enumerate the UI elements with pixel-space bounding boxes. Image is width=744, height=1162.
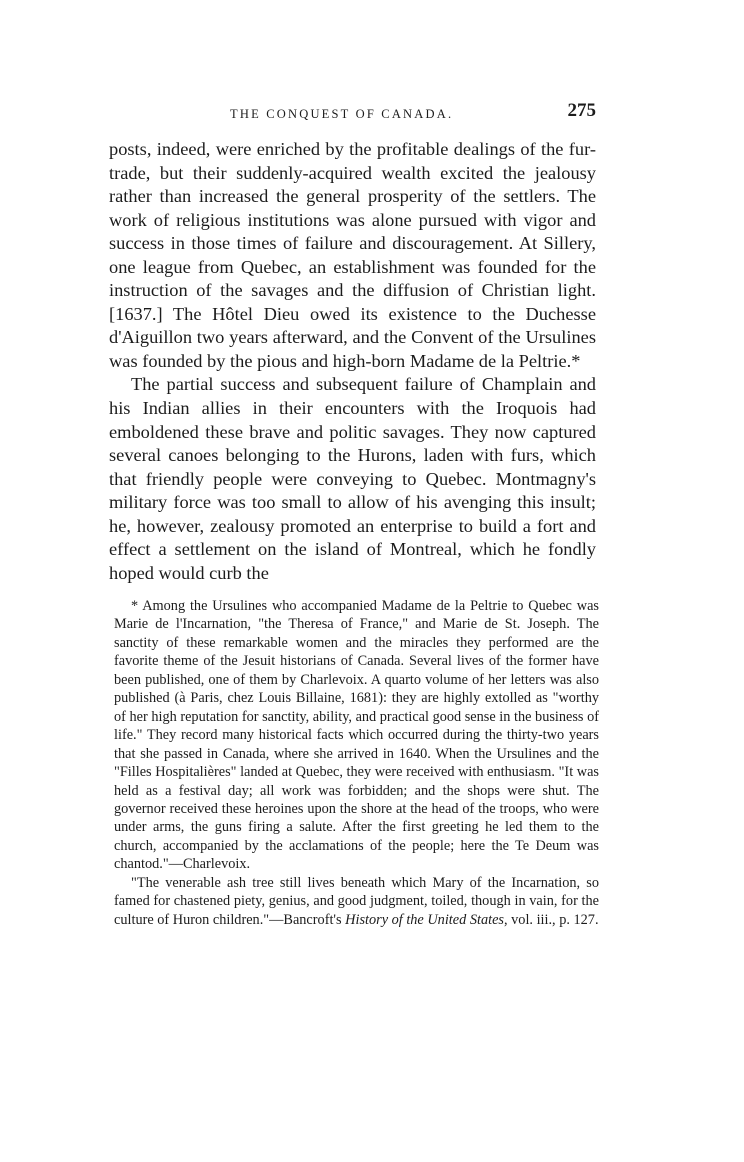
paragraph: posts, indeed, were enriched by the profitable dealings of the fur-trade, but their suddenly-acquired wealth excited the jealousy rather than increased the general prosperity of the settlers. The work of religious institutions was alone pursued with vigor and success in those times of failure and discouragement. At Sillery, one league from Quebec, an establishment was founded for the instruction of the savages and the diffusion of Christian light. [1637.] The Hôtel Dieu owed its existence to the Duchesse d'Aiguillon two years afterward, and the Convent of the Ursulines was founded by the pious and high-born Madame de la Peltrie.*: [109, 139, 596, 371]
page-number: 275: [567, 100, 596, 121]
main-text: [109, 138, 596, 585]
footnote-continuation: [114, 874, 599, 929]
running-head: THE CONQUEST OF CANADA.: [230, 107, 454, 121]
citation: , vol. iii., p. 127.: [504, 911, 599, 928]
footnote-quote: "The venerable ash tree still lives beneath which Mary of the Incarnation, so famed for chastened piety, genius, and good judgment, toiled, though in vain, for the culture of Huron children."—Bancroft's: [114, 874, 599, 928]
paragraph: The partial success and subsequent failure of Champlain and his Indian allies in their encounters with the Iroquois had emboldened these brave and politic savages. They now captured several canoes belonging to the Hurons, laden with furs, which that friendly people were conveying to Quebec. Montmagny's military force was too small to allow of his avenging this insult; he, however, zealousy promoted an enterprise to build a fort and effect a settlement on the island of Montreal, which he fondly hoped would curb the: [109, 374, 596, 583]
footnote: * Among the Ursulines who accompanied Madame de la Peltrie to Quebec was Marie de l'Incarnation, "the Theresa of France," and Marie de St. Joseph. The sanctity of these remarkable women and the miracles they performed are the favorite theme of the Jesuit historians of Canada. Several lives of the former have been published, one of them by Charlevoix. A quarto volume of her letters was also published (à Paris, chez Louis Billaine, 1681): they are highly extolled as "worthy of her high reputation for sanctity, ability, and practical good sense in the business of life." They record many historical facts which occurred during the thirty-two years that she passed in Canada, where she arrived in 1640. When the Ursulines and the "Filles Hospitalières" landed at Quebec, they were received with enthusiasm. "It was held as a festival day; all work was forbidden; and the shops were shut. The governor received these heroines upon the shore at the head of the troops, who were under arms, the guns firing a salute. After the first greeting he led them to the church, accompanied by the acclamations of the people; here the Te Deum was chantod."—Charlevoix.: [114, 598, 599, 873]
footnotes: [114, 597, 599, 929]
page-header: [108, 100, 596, 130]
book-title: History of the United States: [345, 911, 504, 928]
